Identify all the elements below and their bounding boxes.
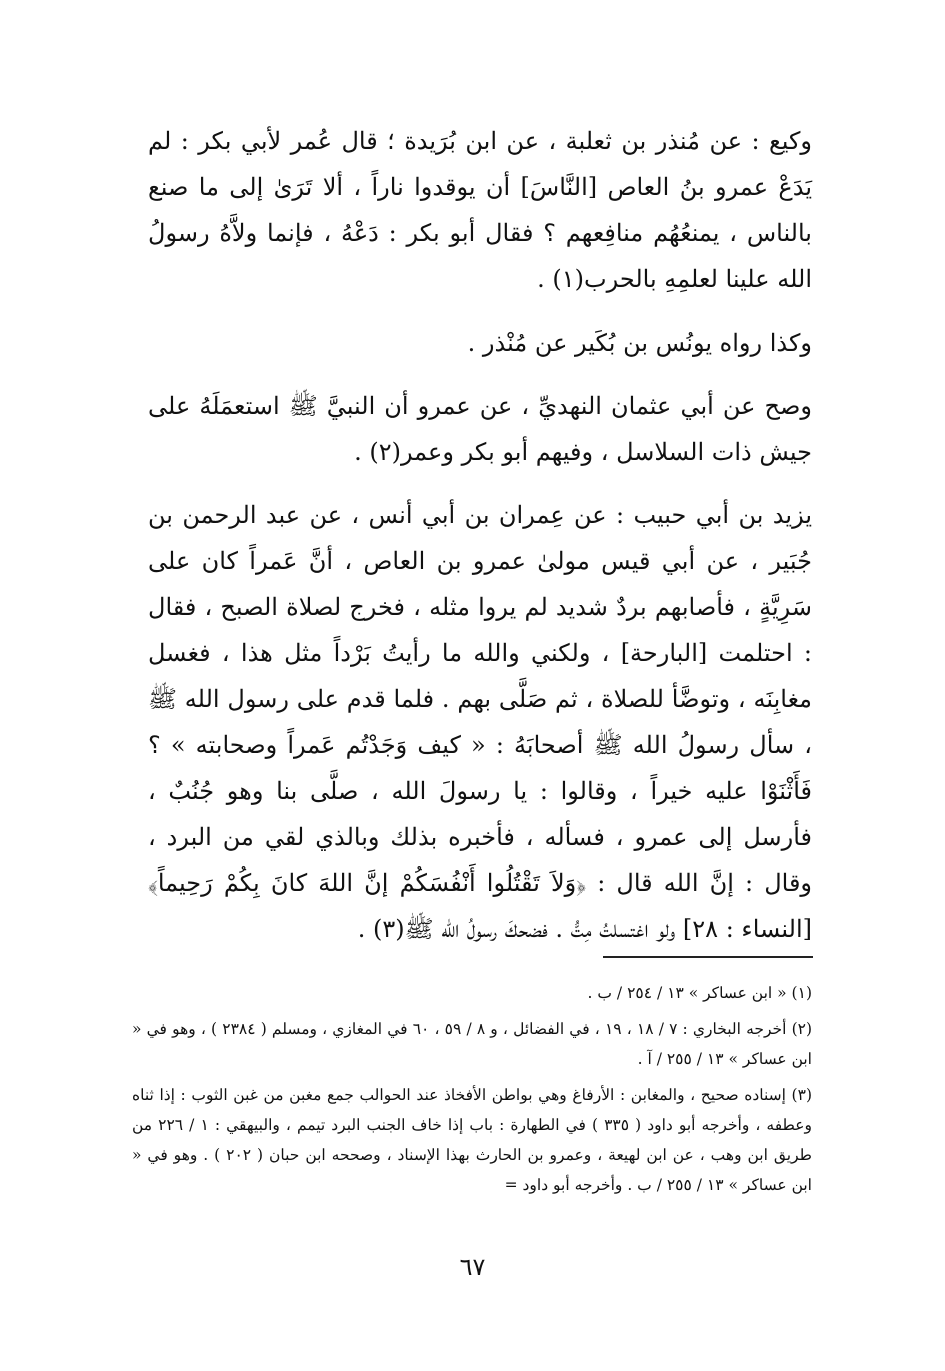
paragraph-yazid: يزيد بن أبي حبيب : عن عِمران بن أبي أنس ، عن عبد الرحمن بن جُبَير ، عن أبي قيس مولىٰ عمرو بن العاص ، أنَّ عَمراً كان على سَرِيَّةٍ ، فأصابهم بردٌ شديد لم يروا مثله ، فخرج لصلاة الصبح ، فقال : احتلمت [البارحة] ، ولكني والله ما رأيتُ بَرْداً مثل هذا ، فغسل مغابِنَه ، وتوضَّأ للصلاة ، ثم صَلَّى بهم . فلما قدم على رسول الله ﷺ ، سأل رسولُ الله ﷺ أصحابَهُ : « كيف وَجَدْتُم عَمراً وصحابته » ؟ فَأَثْنَوْا عليه خيراً ، وقالوا : يا رسولَ الله ، صلَّى بنا وهو جُنُبٌ ، فأرسل إلى عمرو ، فسأله ، فأخبره بذلك وبالذي لقي من البرد ، وقال : إنَّ الله قال : ﴿وَلاَ تَقْتُلُوا أَنْفُسَكُمْ إنَّ اللهَ كانَ بِكُمْ رَحِيماً﴾ [النساء : ٢٨] ولو اغتسلتُ مِتُّ . فضحكَ رسولُ الله ﷺ(٣) . <box>148 501 813 943</box>
footnote-3: (٣) إسناده صحيح ، والمغابن : الأرفاغ وهي بواطن الأفخاذ عند الحوالب جمع مغبن من غبن الثوب : إذا ثناه وعطفه ، وأخرجه أبو داود ( ٣٣٥ ) في الطهارة : باب إذا خاف الجنب البرد تيمم ، والبيهقي : ١ / ٢٢٦ من طريق ابن وهب ، عن ابن لهيعة ، وعمرو بن الحارث بهذا الإسناد ، وصححه ابن حبان ( ٢٠٢ ) . وهو في « ابن عساكر » ١٣ / ٢٥٥ / ب . وأخرجه أبو داود = <box>132 1086 813 1194</box>
footnote-divider <box>603 956 813 958</box>
footnote-2: (٢) أخرجه البخاري : ٧ / ١٨ ، ١٩ ، في الفضائل ، و ٨ / ٥٩ ، ٦٠ في المغازي ، ومسلم ( ٢٣٨٤ ) ، وهو في « ابن عساكر » ١٣ / ٢٥٥ / آ . <box>132 1020 813 1068</box>
footnote-1: (١) « ابن عساكر » ١٣ / ٢٥٤ / ب . <box>587 984 812 1002</box>
paragraph-nahdi: وصح عن أبي عثمان النهديِّ ، عن عمرو أن النبيَّ ﷺ استعمَلَهُ على جيش ذات السلاسل ، وفيهم أبو بكر وعمر(٢) . <box>148 392 812 466</box>
paragraph-yunus: وكذا رواه يونُس بن بُكَير عن مُنْذر . <box>467 329 812 357</box>
footnotes-section <box>132 978 812 1206</box>
paragraph-waki: وكيع : عن مُنذر بن ثعلبة ، عن ابن بُرَيدة ؛ قال عُمر لأبي بكر : لم يَدَعْ عمرو بنُ العاص [النَّاسَ] أن يوقدوا ناراً ، ألا تَرَىٰ إلى ما صنع بالناس ، يمنعُهُم منافِعهم ؟ فقال أبو بكر : دَعْهُ ، فإنما ولاَّهُ رسولُ الله علينا لعلمِهِ بالحرب(١) . <box>148 127 813 293</box>
page-number: ٦٧ <box>459 1253 486 1281</box>
